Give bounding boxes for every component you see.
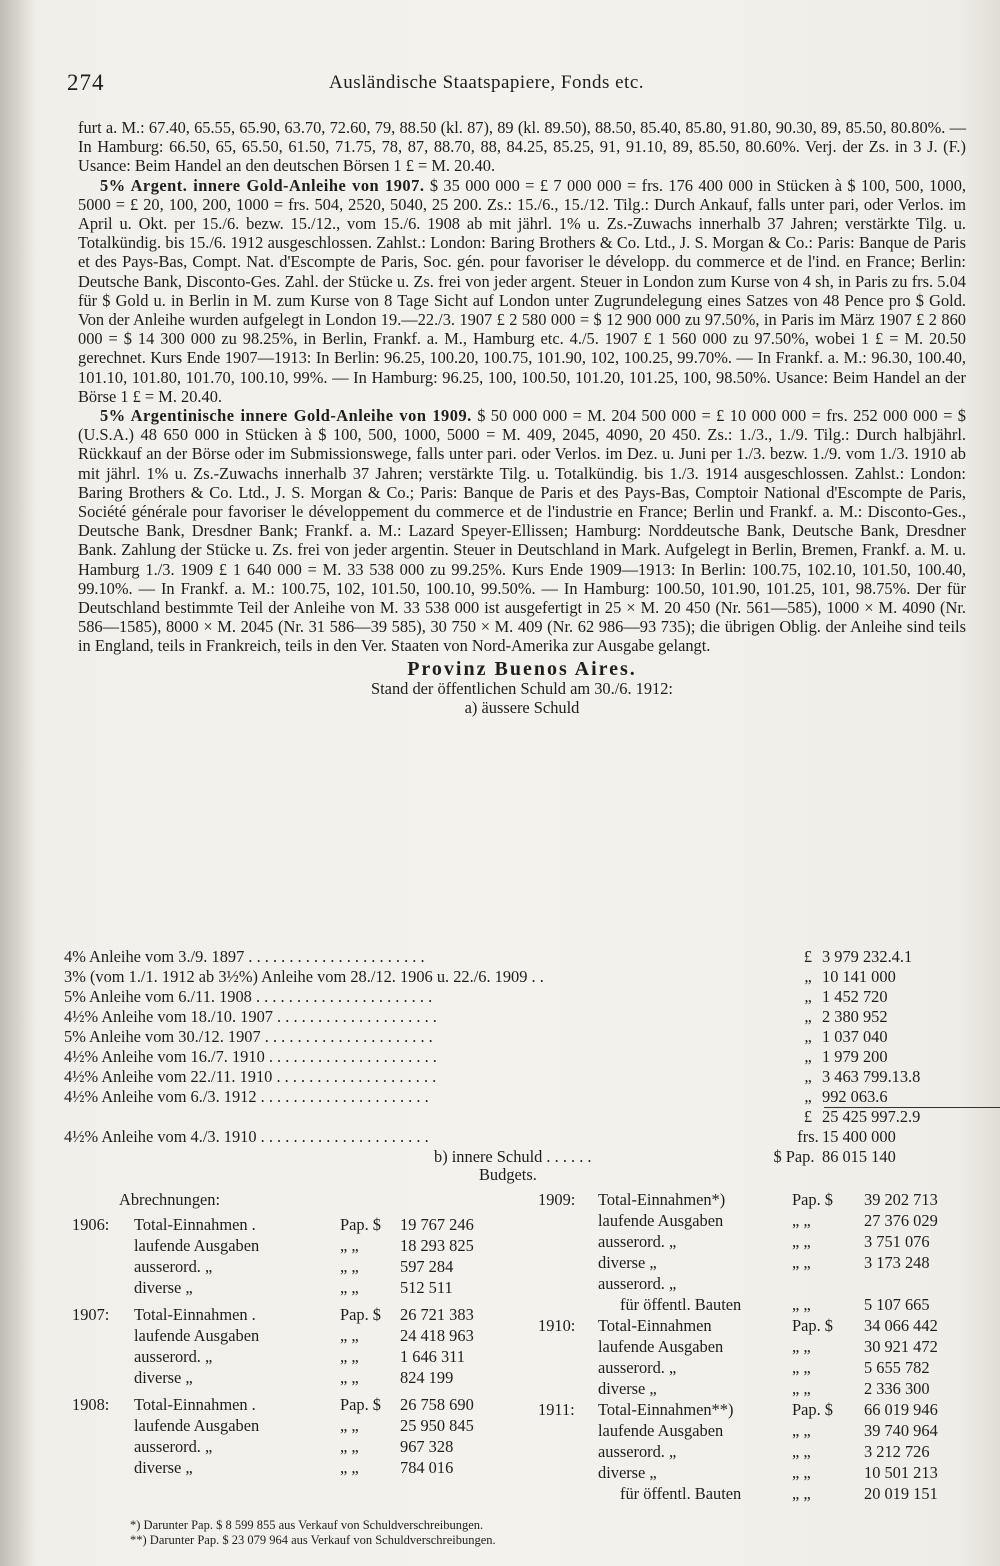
footnote-2: **) Darunter Pap. $ 23 079 964 aus Verkauf von Schuldverschreibungen. [130, 1533, 496, 1547]
debt-row-amount: 10 141 000 [822, 967, 896, 986]
budget-right-label: ausserord. „ [598, 1358, 677, 1377]
inner-debt-amount: 86 015 140 [822, 1147, 896, 1166]
budget-left-currency: „ „ [340, 1368, 359, 1387]
budget-right-amount: 5 655 782 [864, 1358, 930, 1377]
debt-row-label: 4½% Anleihe vom 18./10. 1907 . . . . . . . . . . . . . . . . . . . . [64, 1007, 437, 1026]
budget-right-amount: 3 212 726 [864, 1442, 930, 1461]
budget-right-currency: „ „ [792, 1379, 811, 1398]
debt-row [64, 1027, 954, 1047]
debt-row-currency: frs. [797, 1127, 819, 1146]
budget-right-amount: 39 740 964 [864, 1421, 938, 1440]
budget-left-currency: „ „ [340, 1458, 359, 1477]
budget-right-label: Total-Einnahmen [598, 1316, 712, 1335]
budget-right-currency: „ „ [792, 1463, 811, 1482]
budget-right-currency: „ „ [792, 1337, 811, 1356]
debt-row-label: 4½% Anleihe vom 4./3. 1910 . . . . . . . . . . . . . . . . . . . . . [64, 1127, 429, 1146]
budget-left-year: 1906: [72, 1215, 110, 1234]
debt-row-currency: „ [804, 1027, 812, 1046]
debt-row-label: 3% (vom 1./1. 1912 ab 3½%) Anleihe vom 28./12. 1906 u. 22./6. 1909 . . [64, 967, 544, 986]
budget-right-currency: „ „ [792, 1358, 811, 1377]
budget-right-currency: Pap. $ [792, 1190, 833, 1209]
debt-row-amount: 2 380 952 [822, 1007, 888, 1026]
budget-left-amount: 19 767 246 [400, 1215, 474, 1234]
inner-debt-row [64, 1147, 954, 1167]
debt-row-label: 4½% Anleihe vom 22./11. 1910 . . . . . . . . . . . . . . . . . . . . [64, 1067, 437, 1086]
budget-right-year: 1910: [538, 1316, 576, 1335]
budget-right-amount: 27 376 029 [864, 1211, 938, 1230]
budget-left-currency: „ „ [340, 1236, 359, 1255]
body-text [78, 118, 966, 717]
footnotes [130, 1518, 496, 1548]
budget-left-amount: 784 016 [400, 1458, 454, 1477]
debt-row-currency: „ [804, 1087, 812, 1106]
budget-left-currency: Pap. $ [340, 1305, 381, 1324]
budget-right-amount: 10 501 213 [864, 1463, 938, 1482]
budget-left-label: laufende Ausgaben [134, 1236, 260, 1255]
budget-left-label: diverse „ [134, 1368, 193, 1387]
budget-right-year: 1911: [538, 1400, 575, 1419]
debt-row-amount: 992 063.6 [822, 1087, 888, 1106]
budget-right-amount: 3 173 248 [864, 1253, 930, 1272]
debt-row-label: 5% Anleihe vom 6./11. 1908 . . . . . . . . . . . . . . . . . . . . . . [64, 987, 433, 1006]
province-title: Provinz Buenos Aires. [407, 657, 637, 680]
budget-left-label: Total-Einnahmen . [134, 1215, 256, 1234]
debt-table [64, 947, 954, 1167]
budget-left-label: ausserord. „ [134, 1347, 213, 1366]
debt-row [64, 1007, 954, 1027]
budget-left-label: laufende Ausgaben [134, 1416, 260, 1435]
budget-right-label: ausserord. „ [598, 1274, 677, 1293]
budget-left-amount: 512 511 [400, 1278, 453, 1297]
abrechnungen-label: Abrechnungen: [119, 1190, 221, 1209]
budget-left-label: laufende Ausgaben [134, 1326, 260, 1345]
budget-right-label: für öffentl. Bauten [620, 1295, 742, 1314]
budget-left-amount: 26 758 690 [400, 1395, 474, 1414]
budget-left-year: 1907: [72, 1305, 110, 1324]
debt-row-label: 4½% Anleihe vom 6./3. 1912 . . . . . . . . . . . . . . . . . . . . . [64, 1087, 429, 1106]
budget-right-currency: „ „ [792, 1295, 811, 1314]
page-number: 274 [67, 70, 105, 95]
loan-1907-heading: 5% Argent. innere Gold-Anleihe von 1907. [100, 175, 425, 195]
debt-extra-row [64, 1127, 954, 1147]
budget-left-amount: 824 199 [400, 1368, 454, 1387]
budget-right-label: diverse „ [598, 1253, 657, 1272]
debt-row [64, 1047, 954, 1067]
debt-row-currency: „ [804, 1047, 812, 1066]
inner-debt-currency: $ Pap. [773, 1147, 815, 1166]
budget-right-label: ausserord. „ [598, 1232, 677, 1251]
budget-left-currency: „ „ [340, 1437, 359, 1456]
budget-left-amount: 24 418 963 [400, 1326, 474, 1345]
budget-left-amount: 597 284 [400, 1257, 454, 1276]
debt-row-currency: „ [804, 987, 812, 1006]
debt-row-currency: „ [804, 1067, 812, 1086]
debt-row-amount: 3 979 232.4.1 [822, 947, 913, 966]
debt-row [64, 1087, 954, 1107]
debt-total-row [64, 1107, 954, 1127]
debt-row [64, 947, 954, 967]
debt-row [64, 987, 954, 1007]
debt-row-label: 5% Anleihe vom 30./12. 1907 . . . . . . . . . . . . . . . . . . . . . [64, 1027, 433, 1046]
budget-right-currency: „ „ [792, 1421, 811, 1440]
budget-left-amount: 1 646 311 [400, 1347, 465, 1366]
paragraph-loan-1909 [78, 406, 966, 656]
budget-left-label: ausserord. „ [134, 1437, 213, 1456]
budget-right-currency: „ „ [792, 1211, 811, 1230]
budget-right-currency: Pap. $ [792, 1400, 833, 1419]
debt-total-currency: £ [803, 1107, 813, 1126]
budget-right-label: laufende Ausgaben [598, 1337, 724, 1356]
budget-right-year: 1909: [538, 1190, 576, 1209]
budget-left-label: diverse „ [134, 1278, 193, 1297]
debt-row-currency: „ [804, 967, 812, 986]
debt-row-currency: „ [804, 1007, 812, 1026]
budget-left-currency: „ „ [340, 1416, 359, 1435]
debt-row [64, 967, 954, 987]
budget-right-currency: „ „ [792, 1253, 811, 1272]
budget-right-amount: 2 336 300 [864, 1379, 930, 1398]
budget-left-amount: 26 721 383 [400, 1305, 474, 1324]
budget-right-label: laufende Ausgaben [598, 1421, 724, 1440]
inner-debt-label: b) innere Schuld . . . . . . [434, 1147, 592, 1166]
debt-row-amount: 15 400 000 [822, 1127, 896, 1146]
budget-right-currency: „ „ [792, 1442, 811, 1461]
budget-right-label: Total-Einnahmen**) [598, 1400, 734, 1419]
budget-left-currency: „ „ [340, 1347, 359, 1366]
budget-right-currency: „ „ [792, 1232, 811, 1251]
budget-right-label: laufende Ausgaben [598, 1211, 724, 1230]
page-header [67, 70, 947, 98]
debt-row [64, 1067, 954, 1087]
loan-1909-heading: 5% Argentinische innere Gold-Anleihe von 1909. [100, 406, 472, 426]
budget-right-label: Total-Einnahmen*) [598, 1190, 726, 1209]
loan-1907-text: $ 35 000 000 = £ 7 000 000 = frs. 176 400 000 in Stücken à $ 100, 500, 1000, 5000 = £ 20, 100, 200, 1000 = frs. 504, 2520, 5040, 25 200. Zs.: 15./6., 15./12. Tilg.: Durch Ankauf, falls unter pari, oder Verlos. im April u. Okt. per 15./6. bezw. 15./12., vom 15./6. 1908 ab mit jährl. 1% u. Zs.-Zuwachs innerhalb 37 Jahren; verstärkte Tilg. u. Totalkündig. bis 15./6. 1912 ausgeschlossen. Zahlst.: London: Baring Brothers & Co. Ltd., J. S. Morgan & Co.: Paris: Banque de Paris et des Pays-Bas, Compt. Nat. d'Escompte de Paris, Soc. gén. pour favoriser le développ. du commerce et de l'ind. en France; Berlin: Deutsche Bank, Disconto-Ges. Zahl. der Stücke u. Zs. frei von jeder argent. Steuer in London zum Kurse von 4 sh, in Paris zu frs. 5.04 für $ Gold u. in Berlin in M. zum Kurse von 8 Tage Sicht auf London unter Zugrundelegung eines Satzes von 48 Pence pro $ Gold. Von der Anleihe wurden aufgelegt in London 19.—22./3. 1907 £ 2 580 000 = $ 12 900 000 zu 97.50%, in Paris im März 1907 £ 2 860 000 = $ 14 300 000 zu 98.25%, in Berlin, Frankf. a. M., Hamburg etc. 4./5. 1907 £ 1 560 000 zu 97.50%, wobei 1 £ = M. 20.50 gerechnet. Kurs Ende 1907—1913: In Berlin: 96.25, 100.20, 100.75, 101.90, 102, 100.25, 99.70%. — In Frankf. a. M.: 96.30, 100.40, 101.10, 101.80, 101.70, 100.10, 99%. — In Hamburg: 96.25, 100, 100.50, 101.20, 101.25, 100, 98.50%. Usance: Beim Handel an der Börse 1 £ = M. 20.40. [78, 175, 966, 406]
budget-left-label: diverse „ [134, 1458, 193, 1477]
budget-left-label: ausserord. „ [134, 1257, 213, 1276]
budget-right-amount: 34 066 442 [864, 1316, 938, 1335]
province-subtitle: Stand der öffentlichen Schuld am 30./6. 1912: [371, 678, 673, 698]
debt-row-amount: 1 037 040 [822, 1027, 888, 1046]
budget-left-label: Total-Einnahmen . [134, 1395, 256, 1414]
budget-right-amount: 39 202 713 [864, 1190, 938, 1209]
budget-left-currency: „ „ [340, 1278, 359, 1297]
budget-right-currency: „ „ [792, 1484, 811, 1503]
budget-right-amount: 20 019 151 [864, 1484, 938, 1503]
budget-left-amount: 25 950 845 [400, 1416, 474, 1435]
page-edge-shadow [0, 0, 34, 1566]
paragraph-loan-1907 [78, 176, 966, 406]
budget-right-amount: 5 107 665 [864, 1295, 930, 1314]
footnote-1: *) Darunter Pap. $ 8 599 855 aus Verkauf von Schuldverschreibungen. [130, 1518, 484, 1532]
paragraph-continuation: furt a. M.: 67.40, 65.55, 65.90, 63.70, 72.60, 79, 88.50 (kl. 87), 89 (kl. 89.50), 88.50, 85.40, 85.80, 91.80, 90.30, 89, 85.50, 80.80%. — In Hamburg: 66.50, 65, 65.50, 61.50, 71.75, 78, 87, 88.70, 88, 84.25, 85.25, 91, 91.10, 89, 85.50, 80.60%. Verj. der Zs. in 3 J. (F.) Usance: Beim Handel an den deutschen Börsen 1 £ = M. 20.40. [78, 118, 966, 176]
debt-total-amount: 25 425 997.2.9 [822, 1107, 921, 1126]
debt-row-label: 4½% Anleihe vom 16./7. 1910 . . . . . . . . . . . . . . . . . . . . . [64, 1047, 437, 1066]
budget-left-amount: 967 328 [400, 1437, 454, 1456]
running-title: Ausländische Staatspapiere, Fonds etc. [329, 72, 645, 93]
budget-right-currency: Pap. $ [792, 1316, 833, 1335]
province-heading-block [78, 657, 966, 718]
budget-right-label: diverse „ [598, 1379, 657, 1398]
budget-right-amount: 3 751 076 [864, 1232, 930, 1251]
budget-right-amount: 66 019 946 [864, 1400, 938, 1419]
debt-row-amount: 1 979 200 [822, 1047, 888, 1066]
debt-row-label: 4% Anleihe vom 3./9. 1897 . . . . . . . . . . . . . . . . . . . . . . [64, 947, 425, 966]
budget-left-currency: „ „ [340, 1326, 359, 1345]
budget-left-currency: „ „ [340, 1257, 359, 1276]
budgets-title: Budgets. [479, 1165, 537, 1184]
debt-row-currency: £ [803, 947, 813, 966]
debt-row-amount: 3 463 799.13.8 [822, 1067, 921, 1086]
budget-right-label: diverse „ [598, 1463, 657, 1482]
external-debt-heading: a) äussere Schuld [464, 698, 580, 718]
budget-left-currency: Pap. $ [340, 1395, 381, 1414]
budget-left-amount: 18 293 825 [400, 1236, 474, 1255]
loan-1909-text: $ 50 000 000 = M. 204 500 000 = £ 10 000 000 = frs. 252 000 000 = $ (U.S.A.) 48 650 000 in Stücken à $ 100, 500, 1000, 5000 = M. 409, 2045, 4090, 20 450. Zs.: 1./3., 1./9. Tilg.: Durch halbjährl. Rückkauf an der Börse oder im Submissionswege, falls unter pari. oder Verlos. im Dez. u. Juni per 1./3. bezw. 1./9. vom 1./3. 1910 ab mit jährl. 1% u. Zs.-Zuwachs innerhalb 37 Jahren; verstärkte Tilg. u. Totalkündig. bis 1./3. 1914 ausgeschlossen. Zahlst.: London: Baring Brothers & Co. Ltd., J. S. Morgan & Co.; Paris: Banque de Paris et des Pays-Bas, Comptoir National d'Escompte de Paris, Société générale pour favoriser le développement du commerce et de l'industrie en France; Berlin und Frankf. a. M.: Disconto-Ges., Deutsche Bank, Dresdner Bank; Frankf. a. M.: Lazard Speyer-Ellissen; Hamburg: Norddeutsche Bank, Deutsche Bank, Dresdner Bank. Zahlung der Stücke u. Zs. frei von jeder argentin. Steuer in Deutschland in Mark. Aufgelegt in Berlin, Bremen, Frankf. a. M. u. Hamburg 1./3. 1909 £ 1 640 000 = M. 33 538 000 zu 99.25%. Kurs Ende 1909—1913: In Berlin: 100.75, 102.10, 101.50, 100.40, 99.10%. — In Frankf. a. M.: 100.75, 102, 101.50, 100.10, 99.50%. — In Hamburg: 100.50, 101.90, 101.25, 101, 98.75%. Der für Deutschland bestimmte Teil der Anleihe von M. 33 538 000 ist ausgefertigt in 25 × M. 20 450 (Nr. 561—585), 1000 × M. 4090 (Nr. 586—1585), 8000 × M. 2045 (Nr. 31 586—39 585), 30 750 × M. 409 (Nr. 62 986—93 735); die übrigen Oblig. der Anleihe sind teils in England, teils in Frankreich, teils in den Ver. Staaten von Nord-Amerika zur Ausgabe gelangt. [78, 406, 966, 656]
budget-left-label: Total-Einnahmen . [134, 1305, 256, 1324]
budget-right-label: für öffentl. Bauten [620, 1484, 742, 1503]
budget-right-amount: 30 921 472 [864, 1337, 938, 1356]
budget-right-label: ausserord. „ [598, 1442, 677, 1461]
budget-left-currency: Pap. $ [340, 1215, 381, 1234]
budget-left-year: 1908: [72, 1395, 110, 1414]
debt-row-amount: 1 452 720 [822, 987, 888, 1006]
